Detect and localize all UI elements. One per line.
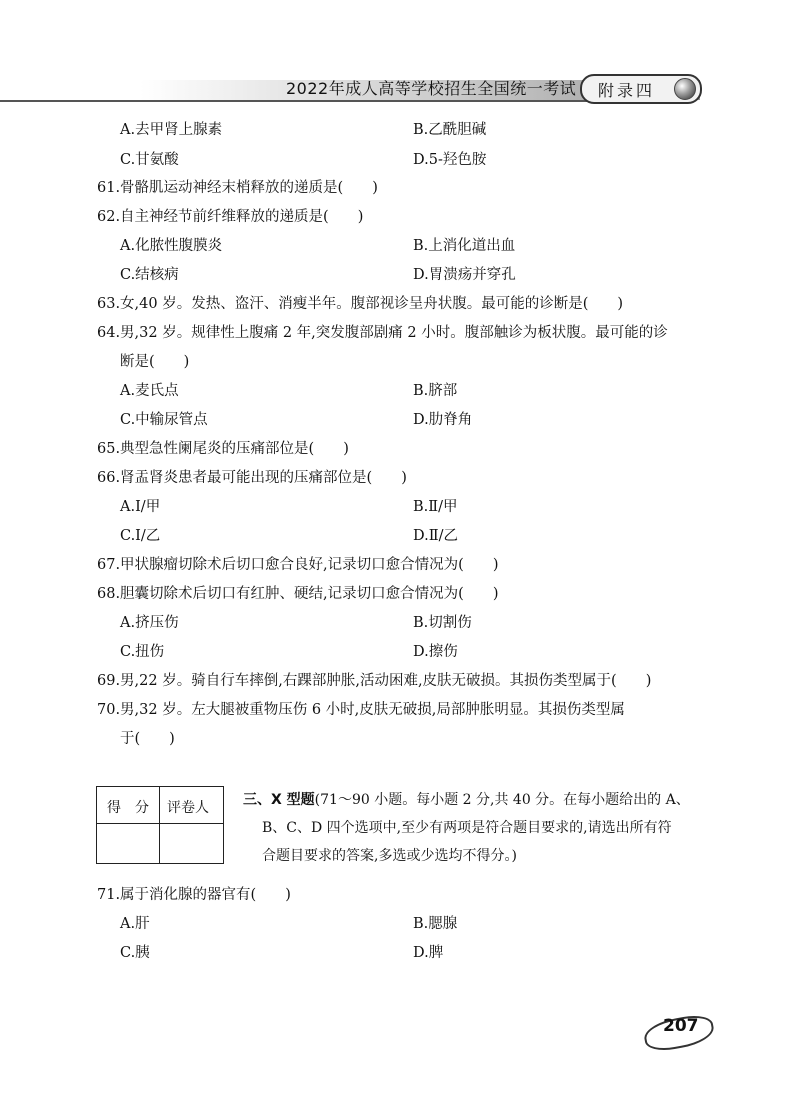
question-67: 67.甲状腺瘤切除术后切口愈合良好,记录切口愈合情况为( ): [97, 557, 499, 573]
question-64-continued: 断是( ): [120, 354, 190, 370]
option-b: B.切割伤: [413, 615, 472, 631]
option-c: C.结核病: [120, 267, 179, 283]
option-a: A.去甲肾上腺素: [120, 122, 223, 138]
option-c: C.胰: [120, 945, 150, 961]
option-a: A.化脓性腹膜炎: [120, 238, 223, 254]
option-a: A.挤压伤: [120, 615, 179, 631]
option-d: D.Ⅱ/乙: [413, 528, 458, 544]
appendix-label: 附录四: [598, 81, 656, 100]
section-instruction: (71～90 小题。每小题 2 分,共 40 分。在每小题给出的 A、: [314, 792, 690, 808]
question-70-continued: 于( ): [120, 731, 175, 747]
option-d: D.脾: [413, 945, 444, 961]
option-a: A.麦氏点: [120, 383, 179, 399]
question-70: 70.男,32 岁。左大腿被重物压伤 6 小时,皮肤无破损,局部肿胀明显。其损伤类型属: [97, 702, 625, 718]
question-65: 65.典型急性阑尾炎的压痛部位是( ): [97, 441, 349, 457]
option-b: B.上消化道出血: [413, 238, 516, 254]
decorative-orb-icon: [674, 78, 696, 100]
option-d: D.胃溃疡并穿孔: [413, 267, 516, 283]
option-b: B.乙酰胆碱: [413, 122, 487, 138]
score-label: 得 分: [107, 800, 149, 816]
page-number: 207: [663, 1016, 699, 1036]
section-instruction: 合题目要求的答案,多选或少选均不得分。): [262, 848, 517, 864]
option-b: B.脐部: [413, 383, 458, 399]
grader-label: 评卷人: [167, 800, 209, 816]
question-69: 69.男,22 岁。骑自行车摔倒,右踝部肿胀,活动困难,皮肤无破损。其损伤类型属于( ): [97, 673, 652, 689]
option-b: B.Ⅱ/甲: [413, 499, 458, 515]
option-d: D.肋脊角: [413, 412, 473, 428]
option-a: A.肝: [120, 916, 150, 932]
question-66: 66.肾盂肾炎患者最可能出现的压痛部位是( ): [97, 470, 407, 486]
option-c: C.扭伤: [120, 644, 165, 660]
question-63: 63.女,40 岁。发热、盗汗、消瘦半年。腹部视诊呈舟状腹。最可能的诊断是( ): [97, 296, 624, 312]
question-64: 64.男,32 岁。规律性上腹痛 2 年,突发腹部剧痛 2 小时。腹部触诊为板状腹。最可能的诊: [97, 325, 668, 341]
score-table: [96, 786, 224, 864]
option-a: A.Ⅰ/甲: [120, 499, 161, 515]
option-d: D.擦伤: [413, 644, 458, 660]
question-61: 61.骨骼肌运动神经末梢释放的递质是( ): [97, 180, 378, 196]
question-62: 62.自主神经节前纤维释放的递质是( ): [97, 209, 364, 225]
section-heading: 三、X 型题: [243, 792, 315, 808]
option-c: C.甘氨酸: [120, 152, 179, 168]
score-table-divider: [159, 787, 160, 863]
question-71: 71.属于消化腺的器官有( ): [97, 887, 291, 903]
option-b: B.腮腺: [413, 916, 458, 932]
question-68: 68.胆囊切除术后切口有红肿、硬结,记录切口愈合情况为( ): [97, 586, 499, 602]
section-heading-line: [243, 790, 690, 810]
option-d: D.5-羟色胺: [413, 152, 487, 168]
score-table-divider: [97, 823, 223, 824]
section-instruction: B、C、D 四个选项中,至少有两项是符合题目要求的,请选出所有符: [262, 820, 672, 836]
page-header-title: 2022年成人高等学校招生全国统一考试: [286, 79, 577, 98]
option-c: C.中输尿管点: [120, 412, 208, 428]
option-c: C.Ⅰ/乙: [120, 528, 161, 544]
